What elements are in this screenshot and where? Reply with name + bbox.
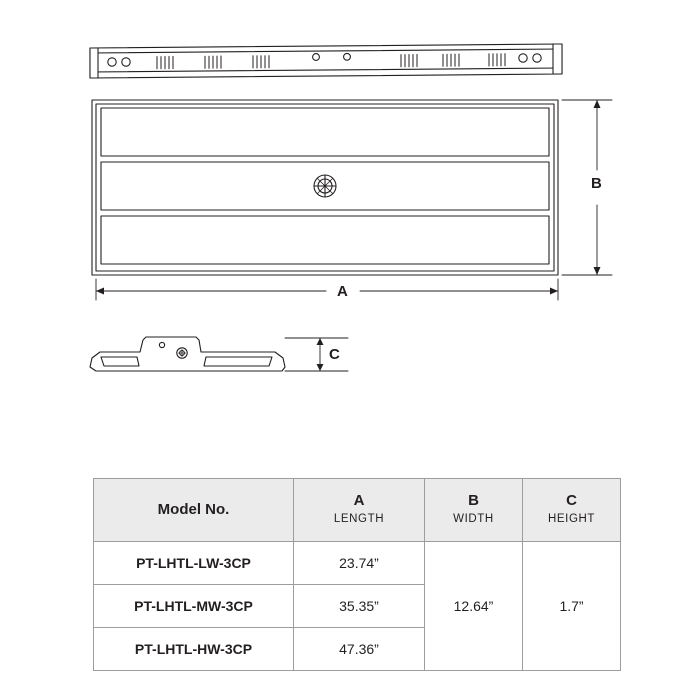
header-a-main: A (353, 492, 365, 509)
dimension-b (562, 100, 612, 275)
header-a-sub: LENGTH (333, 512, 385, 525)
header-c-main: C (566, 492, 577, 509)
cell-model: PT-LHTL-LW-3CP (94, 542, 294, 585)
header-b-main: B (468, 492, 479, 509)
side-profile-view (90, 44, 562, 78)
header-model-main: Model No. (157, 500, 230, 518)
cell-model: PT-LHTL-MW-3CP (94, 585, 294, 628)
dimension-label-b: B (591, 175, 602, 192)
dimension-label-c: C (329, 346, 340, 363)
header-c-sub: HEIGHT (547, 512, 596, 525)
front-face-view (92, 100, 558, 275)
header-model (94, 479, 294, 542)
dimension-a (96, 279, 558, 300)
cell-height-merged: 1.7” (523, 542, 621, 671)
table-row (94, 542, 621, 585)
table-header-row (94, 479, 621, 542)
cell-length: 35.35” (294, 585, 425, 628)
header-b-sub: WIDTH (453, 512, 494, 525)
center-mount-knob (314, 175, 336, 197)
header-a (294, 479, 425, 542)
cell-length: 23.74” (294, 542, 425, 585)
cell-model: PT-LHTL-HW-3CP (94, 628, 294, 671)
header-b (425, 479, 523, 542)
end-profile-view (90, 337, 285, 371)
cell-length: 47.36” (294, 628, 425, 671)
header-c (523, 479, 621, 542)
specification-table (93, 478, 621, 671)
cell-width-merged: 12.64” (425, 542, 523, 671)
dimension-label-a: A (337, 283, 348, 300)
